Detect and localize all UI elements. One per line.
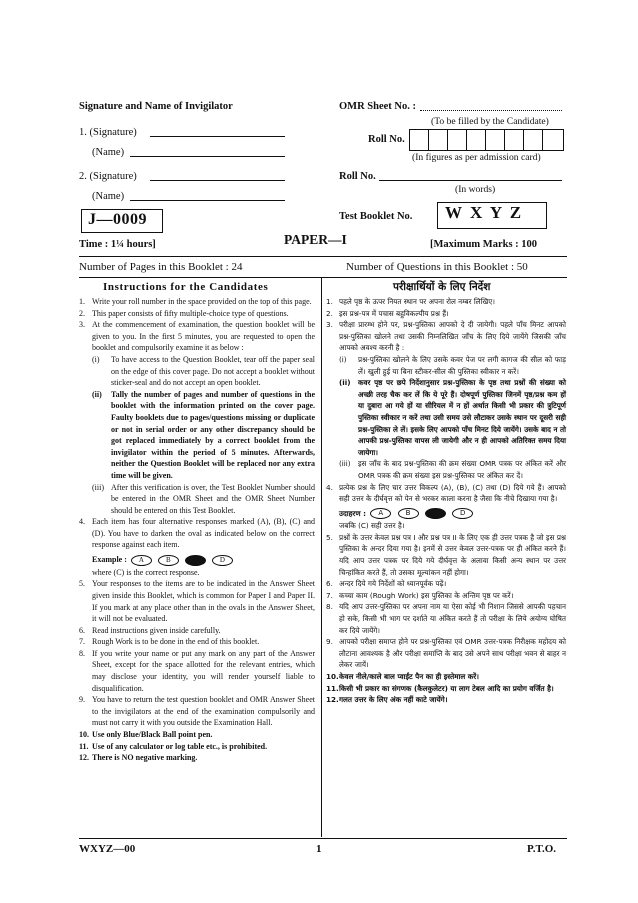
oval-a: A [131, 555, 152, 566]
english-title: Instructions for the Candidates [103, 281, 269, 293]
max-marks: [Maximum Marks : 100 [430, 239, 538, 250]
roll-divider [447, 129, 448, 150]
column-divider [321, 277, 322, 837]
example-note: जबकि (C) सही उत्तर है। [339, 521, 405, 531]
roll-no-label: Roll No. [368, 134, 405, 145]
sub-item: (iii) After this verification is over, the Test Booklet Number should be entered in the OMR Sheet and the OMR Sheet Number should be entered on this Test Booklet. [92, 482, 315, 515]
english-instructions [79, 296, 315, 764]
instruction-item: 6. Read instructions given inside carefully. [79, 625, 221, 635]
sub-item: (i) प्रश्न-पुस्तिका खोलने के लिए उसके कवर पेज पर लगी कागज की सील को फाड़ लें। खुली हुई या बिना स्टीकर-सील की पुस्तिका स्वीकार न करें। [339, 354, 566, 376]
instruction-item: 2. इस प्रश्न-पत्र में पचास बहुविकल्पीय प्रश्न हैं। [326, 308, 449, 318]
oval-c-filled [185, 555, 206, 566]
instruction-item: 1. Write your roll number in the space provided on the top of this page. [79, 297, 312, 306]
instruction-item: 9. You have to return the test question booklet and OMR Answer Sheet to the invigilators at the end of the examination compulsorily and must not carry it with you outside the Examination Hall. [79, 695, 315, 728]
booklet-label: Test Booklet No. [339, 211, 413, 222]
instruction-item: 2. This paper consists of fifty multiple-choice type of questions. [79, 308, 289, 318]
omr-label: OMR Sheet No. : [339, 101, 416, 112]
booklet-number: W X Y Z [445, 203, 524, 222]
instruction-item: 11. किसी भी प्रकार का संगणक (कैलकुलेटर) या लाग टेबल आदि का प्रयोग वर्जित है। [326, 683, 554, 693]
divider [79, 277, 567, 278]
footer-divider [79, 838, 567, 839]
roll-words-label: Roll No. [339, 171, 376, 182]
instruction-item: 4. Each item has four alternative responses marked (A), (B), (C) and (D). You have to darken the oval as indicated below on the correct response against each item. Example : A B D where (C) is the correct response. [79, 517, 315, 577]
footer-code: WXYZ—00 [79, 843, 136, 855]
instruction-item: 4. प्रत्येक प्रश्न के लिए चार उत्तर विकल्प (A), (B), (C) तथा (D) दिये गये हैं। आपको सही उत्तर के दीर्घवृत्त को पेन से भरकर काला करना है जैसा कि नीचे दिखाया गया है। उदाहरण : A B D जबकि (C) सही उत्तर है। [326, 482, 566, 531]
oval-c-filled [425, 508, 446, 519]
instruction-item: 7. कच्चा काम (Rough Work) इस पुस्तिका के अन्तिम पृष्ठ पर करें। [326, 590, 514, 600]
roll-divider [542, 129, 543, 150]
sub-item: (i) To have access to the Question Booklet, tear off the paper seal on the edge of this cover page. Do not accept a booklet without sticker-seal and do not accept an open booklet. [92, 354, 315, 388]
instruction-item: 12. गलत उत्तर के लिए अंक नहीं काटे जायेंगे। [326, 695, 448, 705]
instruction-item: 5. प्रश्नों के उत्तर केवल प्रश्न पत्र I और प्रश्न पत्र II के लिए एक ही उत्तर पत्रक है जो इस प्रश्न पुस्तिका के अन्दर दिया गया है। इनमें से उत्तर केवल उत्तर-पत्रक पर ही अंकित करने हैं। यदि आप उत्तर पत्रक पर दिये गये दीर्घवृत्त के अलावा किसी अन्य स्थान पर उत्तर चिन्हांकित करते हैं, तो उसका मूल्यांकन नहीं होगा। [326, 532, 566, 577]
instruction-item: 8. If you write your name or put any mark on any part of the Answer Sheet, except for the space allotted for the relevant entries, which may disclose your identity, you will render yourself liable to disqualification. [79, 648, 315, 693]
instruction-item: 10. केवल नीले/काले बाल प्वाईंट पैन का ही इस्तेमाल करें। [326, 672, 479, 681]
instruction-item: 6. अन्दर दिये गये निर्देशों को ध्यानपूर्वक पढ़ें। [326, 579, 447, 589]
instruction-item: 8. यदि आप उत्तर-पुस्तिका पर अपना नाम या ऐसा कोई भी निशान जिससे आपकी पहचान हो सके, किसी भी भाग पर दर्शाते या अंकित करते हैं तो परीक्षा के लिये अयोग्य घोषित कर दिये जायेंगे। [326, 602, 566, 635]
sub-item: (ii) Tally the number of pages and number of questions in the booklet with the information printed on the cover page. Faulty booklets due to pages/questions missing or duplicate or not in serial order or any other discrepancy should be got replaced immediately by a correct booklet from the invigilator within the period of 5 minutes. Afterwards, neither the Question Booklet will be replaced nor any extra time will be given. [92, 389, 315, 480]
roll-divider [504, 129, 505, 150]
pages-count: Number of Pages in this Booklet : 24 [79, 261, 243, 273]
time: Time : 1¼ hours] [79, 239, 156, 250]
instruction-item: 7. Rough Work is to be done in the end of this booklet. [79, 637, 260, 647]
example-note: where (C) is the correct response. [92, 567, 200, 577]
omr-note: (To be filled by the Candidate) [431, 116, 549, 127]
roll-no-note: (In figures as per admission card) [412, 152, 541, 163]
roll-divider [485, 129, 486, 150]
instruction-item: 11. Use of any calculator or log table etc., is prohibited. [79, 741, 268, 751]
signature-2-line[interactable] [150, 180, 285, 181]
instruction-item: 9. आपको परीक्षा समाप्त होने पर प्रश्न-पुस्तिका एवं OMR उत्तर-पत्रक निरीक्षक महोदय को लौटाना आवश्यक है और परीक्षा समाप्ति के बाद उसे अपने साथ परीक्षा भवन से बाहर न लेकर जायें। [326, 637, 566, 670]
signature-1-label: 1. (Signature) [79, 127, 137, 138]
example-row: उदाहरण : A B D [339, 508, 566, 520]
omr-field[interactable] [420, 110, 562, 111]
roll-words-note: (In words) [455, 184, 496, 195]
roll-divider [428, 129, 429, 150]
oval-d: D [452, 508, 473, 519]
roll-divider [523, 129, 524, 150]
sub-item: (ii) कवर पृष्ठ पर छपे निर्देशानुसार प्रश्न-पुस्तिका के पृष्ठ तथा प्रश्नों की संख्या को अच्छी तरह चैक कर लें कि ये पूरे हैं। दोषपूर्ण पुस्तिका जिनमें पृष्ठ/प्रश्न कम हों या दुबारा आ गये हों या सीरियल में न हों अर्थात किसी भी प्रकार की त्रुटिपूर्ण पुस्तिका स्वीकार न करें तथा उसी समय उसे लौटाकर उसके स्थान पर दूसरी सही प्रश्न-पुस्तिका ले लें। इसके लिए आपको पाँच मिनट दिये जायेंगे। उसके बाद न तो आपकी प्रश्न-पुस्तिका वापस ली जायेगी और न ही आपको अतिरिक्त समय दिया जायेगा। [339, 378, 566, 457]
signature-2-label: 2. (Signature) [79, 171, 137, 182]
name-2-line[interactable] [130, 200, 285, 201]
paper-title: PAPER—I [284, 232, 347, 247]
instruction-item: 12. There is NO negative marking. [79, 753, 198, 763]
instruction-item: 3. At the commencement of examination, the question booklet will be given to you. In the first 5 minutes, you are requested to open the booklet and compulsorily examine it as below : (i) To have access to the Question Booklet, tear off the paper seal on the edge of this cover page. Do not accept a booklet without sticker-seal and do not accept an open booklet. (ii) Tally the number of pages and number of questions in the booklet with the information printed on the cover page. Faulty booklets due to pages/questions missing or duplicate or not in serial order or any other discrepancy should be got replaced immediately by a correct booklet from the invigilator within the period of 5 minutes. Afterwards, neither the Question Booklet will be replaced nor any extra time will be given. (iii) After this verification is over, the Test Booklet Number should be entered in the OMR Sheet and the OMR Sheet Number should be entered on this Test Booklet. [79, 320, 315, 515]
oval-b: B [158, 555, 179, 566]
name-1-line[interactable] [130, 156, 285, 157]
page-number: 1 [316, 843, 322, 855]
name-1-label: (Name) [92, 147, 125, 158]
oval-b: B [398, 508, 419, 519]
instruction-item: 5. Your responses to the items are to be indicated in the Answer Sheet given inside this Booklet, which is common for Paper I and Paper II. If you mark at any place other than in the ovals in the Answer Sheet, it will not be evaluated. [79, 579, 315, 624]
instruction-item: 10. Use only Blue/Black Ball point pen. [79, 730, 213, 740]
example-row: Example : A B D [92, 554, 315, 566]
sub-item: (iii) इस जाँच के बाद प्रश्न-पुस्तिका की क्रम संख्या OMR पत्रक पर अंकित करें और OMR पत्रक की क्रम संख्या इस प्रश्न-पुस्तिका पर अंकित कर दें। [339, 459, 566, 480]
divider [79, 256, 567, 257]
hindi-instructions [326, 296, 566, 706]
questions-count: Number of Questions in this Booklet : 50 [346, 261, 528, 273]
invigilator-title: Signature and Name of Invigilator [79, 101, 233, 112]
instruction-item: 3. परीक्षा प्रारम्भ होने पर, प्रश्न-पुस्तिका आपको दे दी जायेगी। पहले पाँच मिनट आपको प्रश्न-पुस्तिका खोलने तथा उसकी निम्नलिखित जाँच के लिए दिये जायेंगे जिसकी जाँच आपको अवश्य करनी है : (i) प्रश्न-पुस्तिका खोलने के लिए उसके कवर पेज पर लगी कागज की सील को फाड़ लें। खुली हुई या बिना स्टीकर-सील की पुस्तिका स्वीकार न करें। (ii) कवर पृष्ठ पर छपे निर्देशानुसार प्रश्न-पुस्तिका के पृष्ठ तथा प्रश्नों की संख्या को अच्छी तरह चैक कर लें कि ये पूरे हैं। दोषपूर्ण पुस्तिका जिनमें पृष्ठ/प्रश्न कम हों या दुबारा आ गये हों या सीरियल में न हों अर्थात किसी भी प्रकार की त्रुटिपूर्ण पुस्तिका स्वीकार न करें तथा उसी समय उसे लौटाकर उसके स्थान पर दूसरी सही प्रश्न-पुस्तिका ले लें। इसके लिए आपको पाँच मिनट दिये जायेंगे। उसके बाद न तो आपकी प्रश्न-पुस्तिका वापस ली जायेगी और न ही आपको अतिरिक्त समय दिया जायेगा। (iii) इस जाँच के बाद प्रश्न-पुस्तिका की क्रम संख्या OMR पत्रक पर अंकित करें और OMR पत्रक की क्रम संख्या इस प्रश्न-पुस्तिका पर अंकित कर दें। [326, 320, 566, 480]
roll-divider [466, 129, 467, 150]
pto: P.T.O. [527, 843, 557, 855]
instruction-item: 1. पहले पृष्ठ के ऊपर नियत स्थान पर अपना रोल नम्बर लिखिए। [326, 297, 495, 306]
roll-words-field[interactable] [379, 180, 562, 181]
oval-d: D [212, 555, 233, 566]
oval-a: A [370, 508, 391, 519]
name-2-label: (Name) [92, 191, 125, 202]
roll-no-boxes[interactable] [409, 129, 564, 151]
signature-1-line[interactable] [150, 136, 285, 137]
paper-code: J—0009 [88, 211, 147, 228]
hindi-title: परीक्षार्थियों के लिए निर्देश [393, 281, 491, 293]
